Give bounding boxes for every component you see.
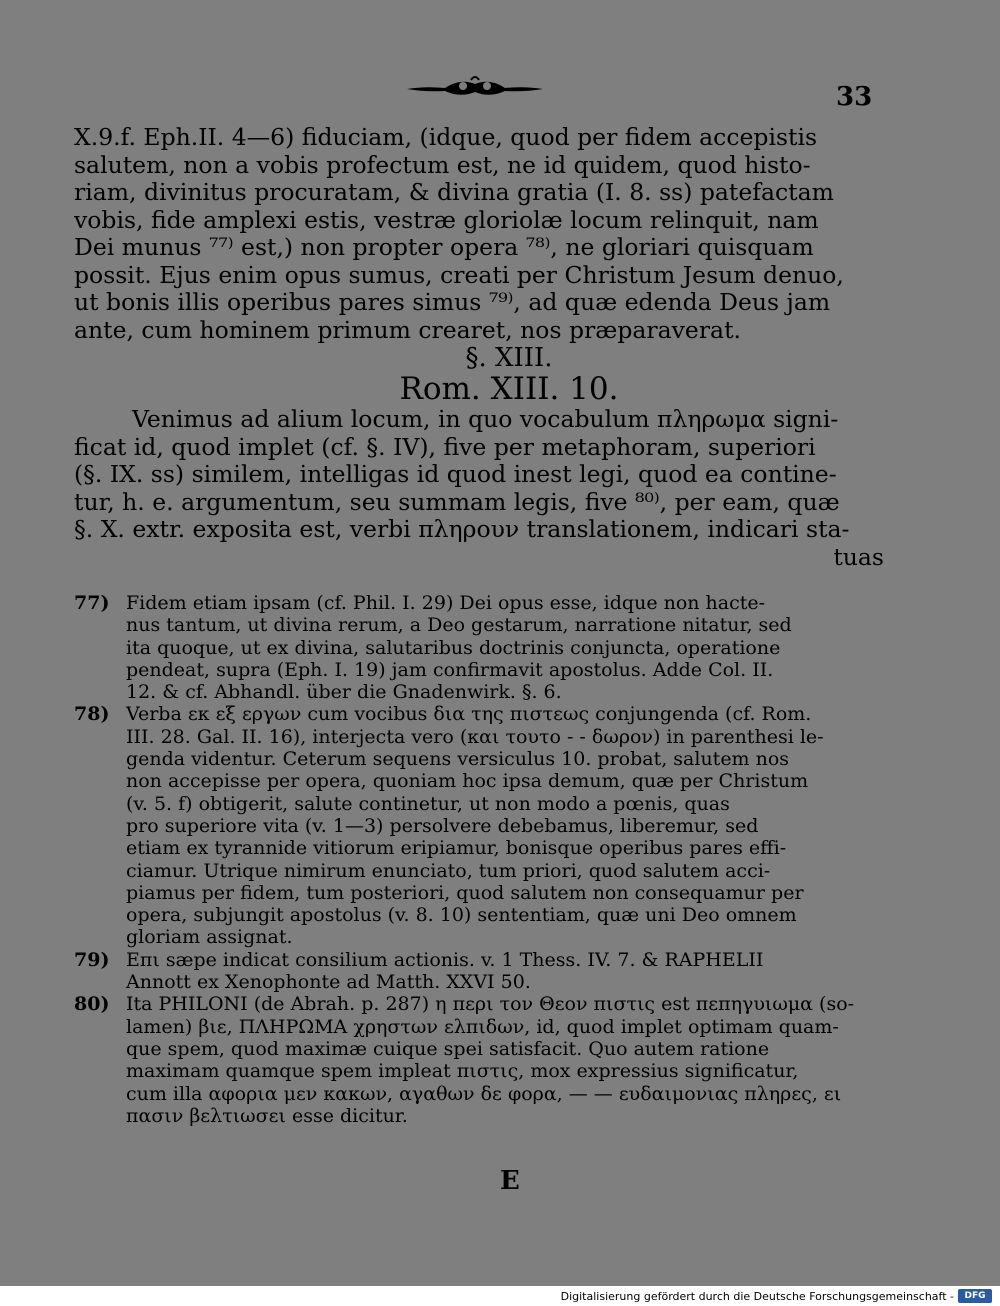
footnote-line: πασιν βελτιωσει esse dicitur. [126, 1104, 408, 1127]
dfg-logo-icon: DFG [958, 1289, 992, 1303]
footnote-line: genda videntur. Ceterum sequens versiculus 10. probat, salutem nos [126, 748, 790, 771]
footnote-line: pendeat, supra (Eph. I. 19) jam confirmavit apostolus. Adde Col. II. [126, 658, 774, 681]
footnote-line: ciamur. Utrique nimirum enunciato, tum priori, quod salutem acci- [126, 859, 771, 882]
footnote-line: ita quoque, ut ex divina, salutaribus doctrinis conjuncta, operatione [126, 636, 781, 659]
footnotes [74, 592, 894, 1127]
footnote-line: lamen) βιε, ΠΛΗΡΩΜΑ χρηστων ελπιδων, id, quod implet optimam quam- [126, 1015, 839, 1038]
signature-mark: E [500, 1166, 520, 1196]
footnote-line [74, 703, 894, 725]
text-line: ut bonis illis operibus pares simus ⁷⁹⁾, ad quæ edenda Deus jam [74, 289, 831, 316]
footnote-line: 12. & cf. Abhandl. über die Gnadenwirk. §. 6. [126, 681, 562, 704]
footnote-line: Annott ex Xenophonte ad Matth. XXVI 50. [126, 971, 531, 994]
footnote-line: etiam ex tyrannide vitiorum eripiamur, bonisque operibus pares effi- [126, 837, 787, 860]
text-line: Venimus ad alium locum, in quo vocabulum πληρωμα signi- [132, 406, 839, 433]
footnote-number: 77) [74, 592, 110, 614]
text-line: X.9.f. Eph.II. 4—6) fiduciam, (idque, quod per fidem accepistis [74, 124, 818, 151]
text-line: possit. Ejus enim opus sumus, creati per Christum Jesum denuo, [74, 261, 844, 289]
footnote-text: Επι sæpe indicat consilium actionis. v. 1 Thess. IV. 7. & RAPHELII [126, 948, 764, 971]
text-line: ante, cum hominem primum crearet, nos præparaverat. [74, 316, 741, 344]
footnote-line: cum illa αφορια μεν κακων, αγαθων δε φορα, — — ευδαιμονιας πληρες, ει [126, 1082, 842, 1105]
footnote-line: non accepisse per opera, quoniam hoc ipsa demum, quæ per Christum [126, 770, 809, 793]
footnote-line: (v. 5. f) obtigerit, salute continetur, ut non modo a pœnis, quas [126, 792, 730, 815]
catchword: tuas [833, 543, 884, 571]
footnote-text: Ita PHILONI (de Abrah. p. 287) η περι τον Θεον πιστις est πεπηγυιωμα (so- [126, 993, 855, 1016]
footnote-number: 79) [74, 948, 110, 971]
page-number: 33 [836, 82, 873, 112]
printer-ornament-icon [405, 74, 545, 100]
text-line: Dei munus ⁷⁷⁾ est,) non propter opera ⁷⁸⁾, ne gloriari quisquam [74, 234, 814, 261]
footnote-line: pro superiore vita (v. 1—3) persolvere debebamus, liberemur, sed [126, 814, 759, 837]
text-line: riam, divinitus procuratam, & divina gratia (I. 8. ss) patefactam [74, 179, 834, 206]
footnote-text: Fidem etiam ipsam (cf. Phil. I. 29) Dei opus esse, idque non hacte- [126, 592, 766, 614]
footnote-line [74, 949, 894, 971]
text-line: (§. IX. ss) similem, intelligas id quod inest legi, quod ea contine- [74, 461, 837, 488]
footnote-line: III. 28. Gal. II. 16), interjecta vero (και τουτο - - δωρον) in parenthesi le- [126, 725, 824, 748]
text-line: ficat id, quod implet (cf. §. IV), five per metaphoram, superiori [74, 433, 816, 461]
footnote-text: Verba εκ εξ εργων cum vocibus δια της πιστεως conjungenda (cf. Rom. [126, 703, 812, 726]
text-line: vobis, fide amplexi estis, vestræ gloriolæ locum relinquit, nam [74, 206, 819, 234]
footnote-line: que spem, quod maximæ cuique spei satisfacit. Quo autem ratione [126, 1037, 770, 1060]
section-mark: §. XIII. [465, 343, 553, 373]
text-line: §. X. extr. exposita est, verbi πληρουν translationem, indicari sta- [74, 516, 850, 543]
footnote-line: opera, subjungit apostolus (v. 8. 10) sententiam, quæ uni Deo omnem [126, 904, 797, 927]
footnote-line: maximam quamque spem impleat πιστις, mox expressius significatur, [126, 1060, 799, 1083]
footer-bar [0, 1286, 1000, 1306]
main-text [74, 124, 884, 571]
footnote-number: 80) [74, 993, 110, 1016]
footnote-line [74, 592, 894, 614]
text-line: salutem, non a vobis profectum est, ne id quidem, quod histo- [74, 151, 811, 179]
footnote-line [74, 993, 894, 1015]
footnote-line: nus tantum, ut divina rerum, a Deo gestarum, narratione nitatur, sed [126, 614, 792, 637]
footer-credit: Digitalisierung gefördert durch die Deutsche Forschungsgemeinschaft - [560, 1290, 954, 1303]
text-line: tur, h. e. argumentum, seu summam legis, five ⁸⁰⁾, per eam, quæ [74, 488, 840, 516]
footnote-line: piamus per fidem, tum posteriori, quod salutem non consequamur per [126, 881, 804, 904]
section-title: Rom. XIII. 10. [399, 371, 619, 407]
footnote-number: 78) [74, 703, 110, 726]
footnote-line: gloriam assignat. [126, 926, 293, 949]
